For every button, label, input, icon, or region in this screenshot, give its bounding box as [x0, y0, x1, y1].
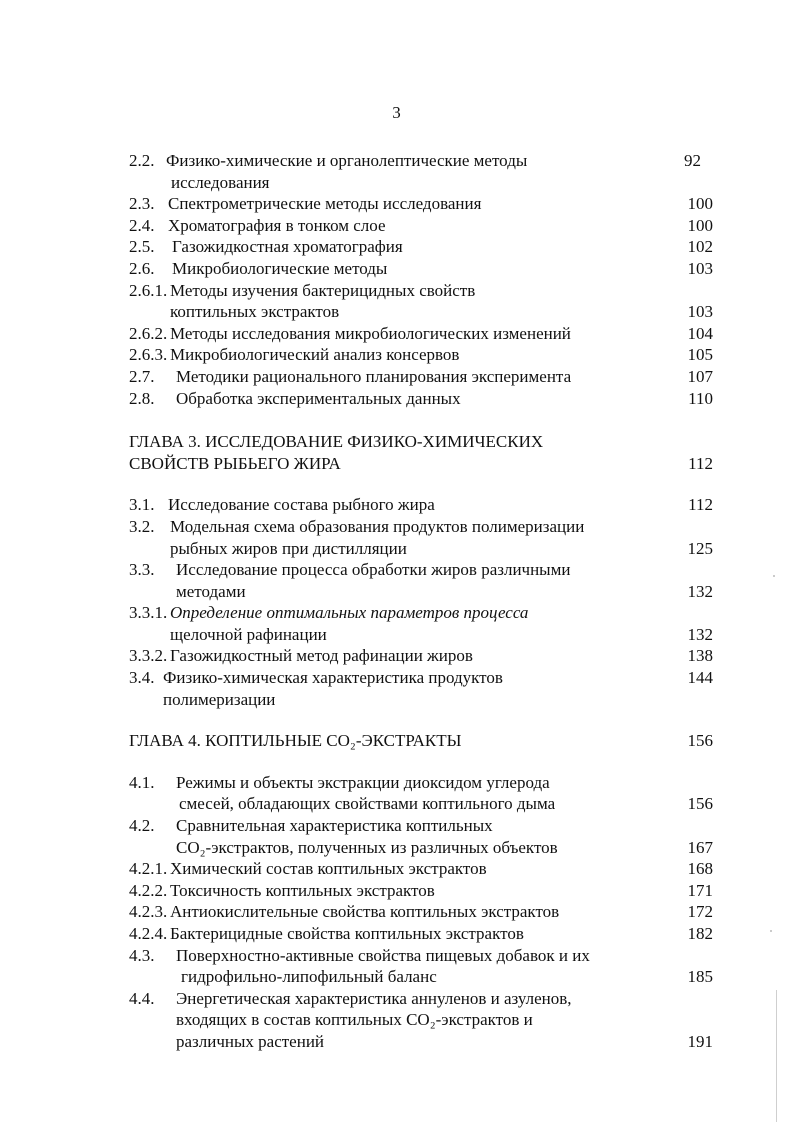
toc-entry-page: 144: [687, 668, 713, 688]
toc-entry-title: Определение оптимальных параметров процесса: [170, 603, 529, 623]
toc-entry-3-3-2[interactable]: [129, 645, 713, 667]
toc-entry-page: 185: [687, 967, 713, 987]
toc-entry-title: Физико-химические и органолептические методы: [166, 151, 528, 170]
toc-entry-page: 104: [687, 323, 713, 343]
toc-entry-page: 112: [688, 495, 713, 515]
toc-entry-3-1[interactable]: [129, 494, 713, 516]
toc-entry-title: Микробиологический анализ консервов: [170, 345, 460, 365]
toc-entry-2-3[interactable]: [129, 193, 713, 215]
toc-entry-title: Газожидкостная хроматография: [172, 237, 403, 257]
toc-entry-2-8[interactable]: [129, 388, 713, 410]
toc-entry-2-5[interactable]: [129, 236, 713, 258]
toc-entry-title: входящих в состав коптильных СО₂-экстрактов и: [176, 1010, 533, 1030]
toc-entry-page: 107: [687, 366, 713, 386]
toc-entry-page: 103: [687, 258, 713, 278]
toc-chapter-title: ГЛАВА 3. ИССЛЕДОВАНИЕ ФИЗИКО-ХИМИЧЕСКИХ: [129, 432, 544, 452]
toc-entry-4-1[interactable]: [129, 772, 713, 815]
toc-entry-number: 4.2.: [129, 816, 155, 836]
toc-entry-title: Исследование процесса обработки жиров различными: [176, 560, 571, 580]
toc-entry-2-6[interactable]: [129, 258, 713, 280]
toc-entry-title: Газожидкостный метод рафинации жиров: [170, 646, 473, 666]
toc-entry-page: 100: [687, 194, 713, 214]
toc-entry-3-2[interactable]: [129, 516, 713, 559]
toc-entry-4-2[interactable]: [129, 815, 713, 858]
toc-entry-number: 3.4.: [129, 668, 155, 688]
toc-entry-4-2-4[interactable]: [129, 923, 713, 945]
toc-entry-number: 2.6.1.: [129, 280, 168, 300]
toc-chapter-4[interactable]: [129, 730, 713, 752]
toc-entry-number: 4.4.: [129, 988, 155, 1008]
toc-entry-2-2[interactable]: [129, 150, 713, 193]
toc-entry-page: 103: [687, 302, 713, 322]
toc-entry-page: 125: [687, 538, 713, 558]
toc-entry-4-4[interactable]: [129, 988, 713, 1053]
table-of-contents: [129, 150, 713, 1053]
toc-entry-page: 92: [684, 151, 701, 170]
toc-entry-number: 4.1.: [129, 772, 155, 792]
toc-chapter-3[interactable]: [129, 431, 713, 474]
toc-entry-title: коптильных экстрактов: [170, 302, 340, 322]
toc-entry-number: 4.2.2.: [129, 880, 168, 900]
toc-entry-page: 156: [687, 794, 713, 814]
toc-entry-number: 2.4.: [129, 215, 155, 235]
toc-entry-title: Обработка экспериментальных данных: [176, 388, 461, 408]
toc-entry-number: 2.8.: [129, 388, 155, 408]
toc-entry-page: 102: [687, 237, 713, 257]
toc-entry-number: 2.6.3.: [129, 345, 168, 365]
toc-entry-2-6-3[interactable]: [129, 344, 713, 366]
toc-entry-number: 4.2.4.: [129, 924, 168, 943]
toc-entry-title: рыбных жиров при дистилляции: [170, 538, 407, 558]
toc-entry-number: 3.2.: [129, 516, 155, 536]
toc-entry-page: 167: [687, 837, 713, 857]
toc-entry-number: 2.3.: [129, 194, 155, 214]
toc-entry-title: Бактерицидные свойства коптильных экстрактов: [170, 924, 524, 943]
toc-entry-title: исследования: [171, 172, 270, 192]
scan-speck: [770, 930, 772, 932]
toc-entry-title: Методы изучения бактерицидных свойств: [170, 280, 476, 300]
toc-entry-title: Режимы и объекты экстракции диоксидом углерода: [176, 772, 550, 792]
toc-entry-page: 132: [687, 581, 713, 601]
toc-entry-number: 4.2.1.: [129, 859, 168, 879]
toc-entry-2-6-1[interactable]: [129, 280, 713, 323]
toc-entry-number: 2.7.: [129, 366, 155, 386]
toc-entry-title: Химический состав коптильных экстрактов: [170, 859, 487, 879]
toc-entry-page: 191: [687, 1031, 713, 1051]
toc-entry-title: Токсичность коптильных экстрактов: [170, 880, 435, 900]
toc-entry-2-7[interactable]: [129, 366, 713, 388]
toc-entry-title: Методы исследования микробиологических изменений: [170, 323, 571, 343]
toc-entry-4-2-2[interactable]: [129, 880, 713, 902]
toc-entry-page: 168: [687, 859, 713, 879]
toc-entry-title: методами: [176, 581, 246, 601]
toc-entry-title: Методики рационального планирования эксперимента: [176, 366, 572, 386]
toc-entry-4-2-3[interactable]: [129, 901, 713, 923]
toc-entry-number: 2.6.: [129, 258, 155, 278]
toc-entry-number: 2.2.: [129, 151, 155, 170]
toc-entry-page: 110: [688, 388, 713, 408]
toc-entry-page: 182: [687, 924, 713, 943]
toc-chapter-title: ГЛАВА 4. КОПТИЛЬНЫЕ СО₂-ЭКСТРАКТЫ: [129, 731, 462, 751]
toc-chapter-title: СВОЙСТВ РЫБЬЕГО ЖИРА: [129, 453, 341, 473]
toc-entry-title: Хроматография в тонком слое: [168, 215, 386, 235]
toc-entry-number: 3.3.2.: [129, 646, 168, 666]
toc-entry-page: 138: [687, 646, 713, 666]
scan-edge-line: [776, 990, 777, 1122]
page-number: 3: [392, 103, 401, 122]
toc-entry-title: СО₂-экстрактов, полученных из различных объектов: [176, 837, 558, 857]
scan-speck: [773, 575, 775, 577]
toc-entry-4-3[interactable]: [129, 945, 713, 988]
toc-entry-title: смесей, обладающих свойствами коптильного дыма: [179, 794, 556, 814]
toc-entry-title: Антиокислительные свойства коптильных экстрактов: [170, 902, 560, 922]
toc-entry-title: различных растений: [176, 1031, 325, 1051]
toc-entry-title: гидрофильно-липофильный баланс: [181, 967, 437, 987]
toc-entry-title: Модельная схема образования продуктов полимеризации: [170, 516, 585, 536]
toc-entry-page: 100: [687, 215, 713, 235]
toc-entry-2-6-2[interactable]: [129, 323, 713, 345]
toc-entry-page: 132: [687, 624, 713, 644]
toc-entry-3-3-1[interactable]: [129, 602, 713, 645]
toc-entry-number: 4.2.3.: [129, 902, 168, 922]
toc-entry-title: Поверхностно-активные свойства пищевых добавок и их: [176, 945, 590, 965]
toc-entry-number: 3.1.: [129, 495, 155, 515]
toc-entry-title: полимеризации: [163, 689, 276, 709]
toc-entry-number: 4.3.: [129, 945, 155, 965]
toc-entry-page: 105: [687, 345, 713, 365]
toc-entry-number: 3.3.: [129, 560, 155, 580]
toc-entry-title: Исследование состава рыбного жира: [168, 495, 435, 515]
toc-entry-title: Энергетическая характеристика аннуленов и азуленов,: [176, 988, 572, 1008]
toc-entry-title: Спектрометрические методы исследования: [168, 194, 482, 214]
toc-entry-3-3[interactable]: [129, 559, 713, 602]
toc-entry-number: 3.3.1.: [129, 603, 168, 623]
toc-entry-2-4[interactable]: [129, 215, 713, 237]
toc-entry-number: 2.5.: [129, 237, 155, 257]
toc-entry-page: 172: [687, 902, 713, 922]
toc-entry-3-4[interactable]: [129, 667, 713, 710]
toc-entry-page: 156: [687, 731, 713, 751]
toc-entry-4-2-1[interactable]: [129, 858, 713, 880]
toc-entry-number: 2.6.2.: [129, 323, 168, 343]
toc-entry-title: Микробиологические методы: [172, 258, 388, 278]
toc-entry-page: 112: [688, 453, 713, 473]
toc-entry-title: Сравнительная характеристика коптильных: [176, 816, 493, 836]
toc-entry-title: щелочной рафинации: [170, 624, 327, 644]
toc-entry-title: Физико-химическая характеристика продуктов: [163, 668, 503, 688]
toc-entry-page: 171: [687, 880, 713, 900]
